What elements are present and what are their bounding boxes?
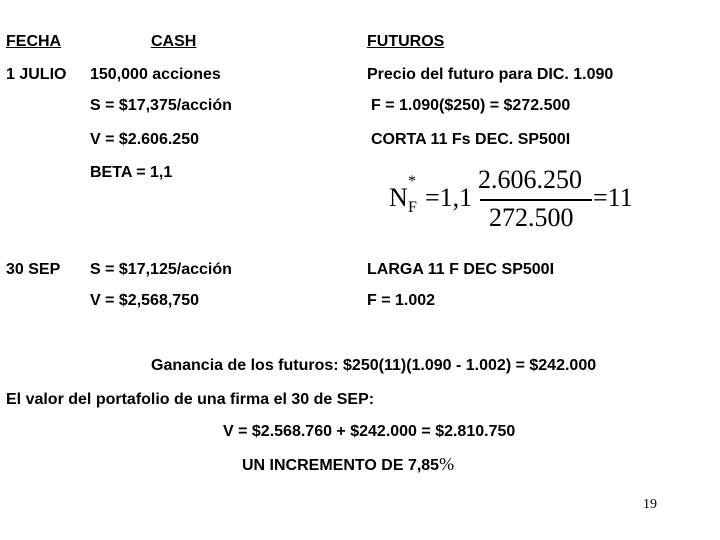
- sep-futures-action: LARGA 11 F DEC SP500I: [367, 261, 555, 278]
- header-cash: CASH: [151, 33, 197, 50]
- sep-cash-value: V = $2,568,750: [90, 292, 199, 309]
- formula-lhs-superscript: *: [408, 173, 416, 190]
- july-beta: BETA = 1,1: [90, 164, 173, 181]
- july-date: 1 JULIO: [6, 66, 67, 83]
- july-futures-price: Precio del futuro para DIC. 1.090: [367, 66, 614, 83]
- increase-label: UN INCREMENTO DE 7,85: [242, 457, 440, 474]
- increase-line: [242, 454, 454, 476]
- formula-lhs-subscript: F: [408, 199, 417, 216]
- formula-denominator: 272.500: [489, 203, 574, 232]
- sep-futures-value: F = 1.002: [367, 292, 436, 309]
- page-number: 19: [643, 497, 657, 512]
- july-cash-value: V = $2.606.250: [90, 131, 199, 148]
- formula-result: =11: [593, 183, 633, 212]
- sep-date: 30 SEP: [6, 261, 61, 278]
- july-cash-shares: 150,000 acciones: [90, 66, 221, 83]
- july-cash-price: S = $17,375/acción: [90, 97, 232, 114]
- portfolio-label: El valor del portafolio de una firma el 30 de SEP:: [6, 391, 375, 408]
- formula-fraction-bar: [480, 199, 592, 201]
- formula-equals-coefficient: =1,1: [425, 183, 473, 212]
- contracts-formula: [385, 164, 645, 236]
- portfolio-value-line: V = $2.568.760 + $242.000 = $2.810.750: [223, 423, 516, 440]
- formula-numerator: 2.606.250: [478, 165, 582, 194]
- july-futures-action: CORTA 11 Fs DEC. SP500I: [371, 131, 571, 148]
- header-fecha: FECHA: [6, 33, 62, 50]
- header-futuros: FUTUROS: [367, 33, 445, 50]
- july-futures-value: F = 1.090($250) = $272.500: [371, 97, 571, 114]
- sep-cash-price: S = $17,125/acción: [90, 261, 232, 278]
- formula-lhs-symbol: N: [389, 183, 408, 212]
- futures-gain-line: Ganancia de los futuros: $250(11)(1.090 - 1.002) = $242.000: [151, 357, 597, 374]
- increase-percent-sign: %: [439, 454, 455, 474]
